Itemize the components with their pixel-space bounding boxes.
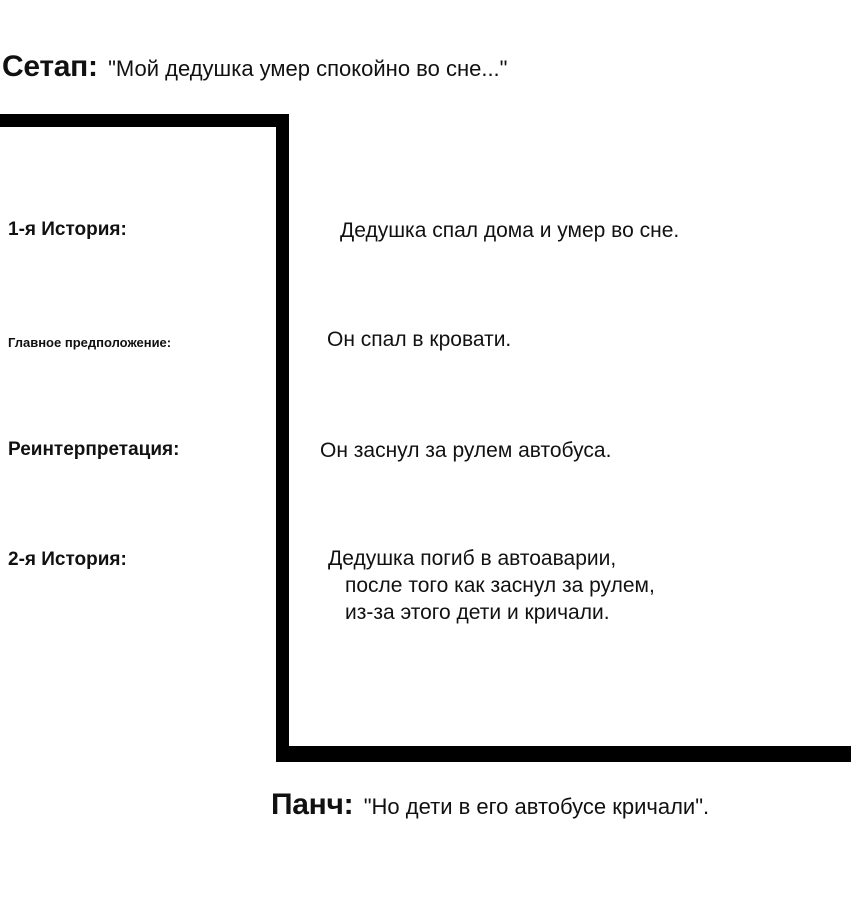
row-label-main-assumption: Главное предположение: <box>8 335 172 350</box>
row-text-reinterpretation: Он заснул за рулем автобуса. <box>320 439 612 462</box>
punch-label: Панч: <box>271 788 354 821</box>
setup-header <box>2 50 507 84</box>
row-text-main-assumption: Он спал в кровати. <box>327 328 512 351</box>
row-label-second-story: 2-я История: <box>8 549 127 570</box>
punch-quote: "Но дети в его автобусе кричали". <box>363 794 710 819</box>
setup-quote: "Мой дедушка умер спокойно во сне..." <box>108 56 508 81</box>
punch-footer <box>271 788 709 822</box>
second-story-line: из-за этого дети и кричали. <box>345 601 610 624</box>
setup-label: Сетап: <box>2 50 98 83</box>
row-label-reinterpretation: Реинтерпретация: <box>8 439 180 460</box>
top-bar <box>0 114 289 127</box>
row-text-first-story: Дедушка спал дома и умер во сне. <box>340 219 680 242</box>
row-text-second-story <box>328 545 655 626</box>
row-label-first-story: 1-я История: <box>8 219 127 240</box>
second-story-line: после того как заснул за рулем, <box>345 574 655 597</box>
bottom-bar <box>276 746 851 762</box>
second-story-line: Дедушка погиб в автоаварии, <box>328 547 617 570</box>
vertical-bar <box>276 114 289 762</box>
